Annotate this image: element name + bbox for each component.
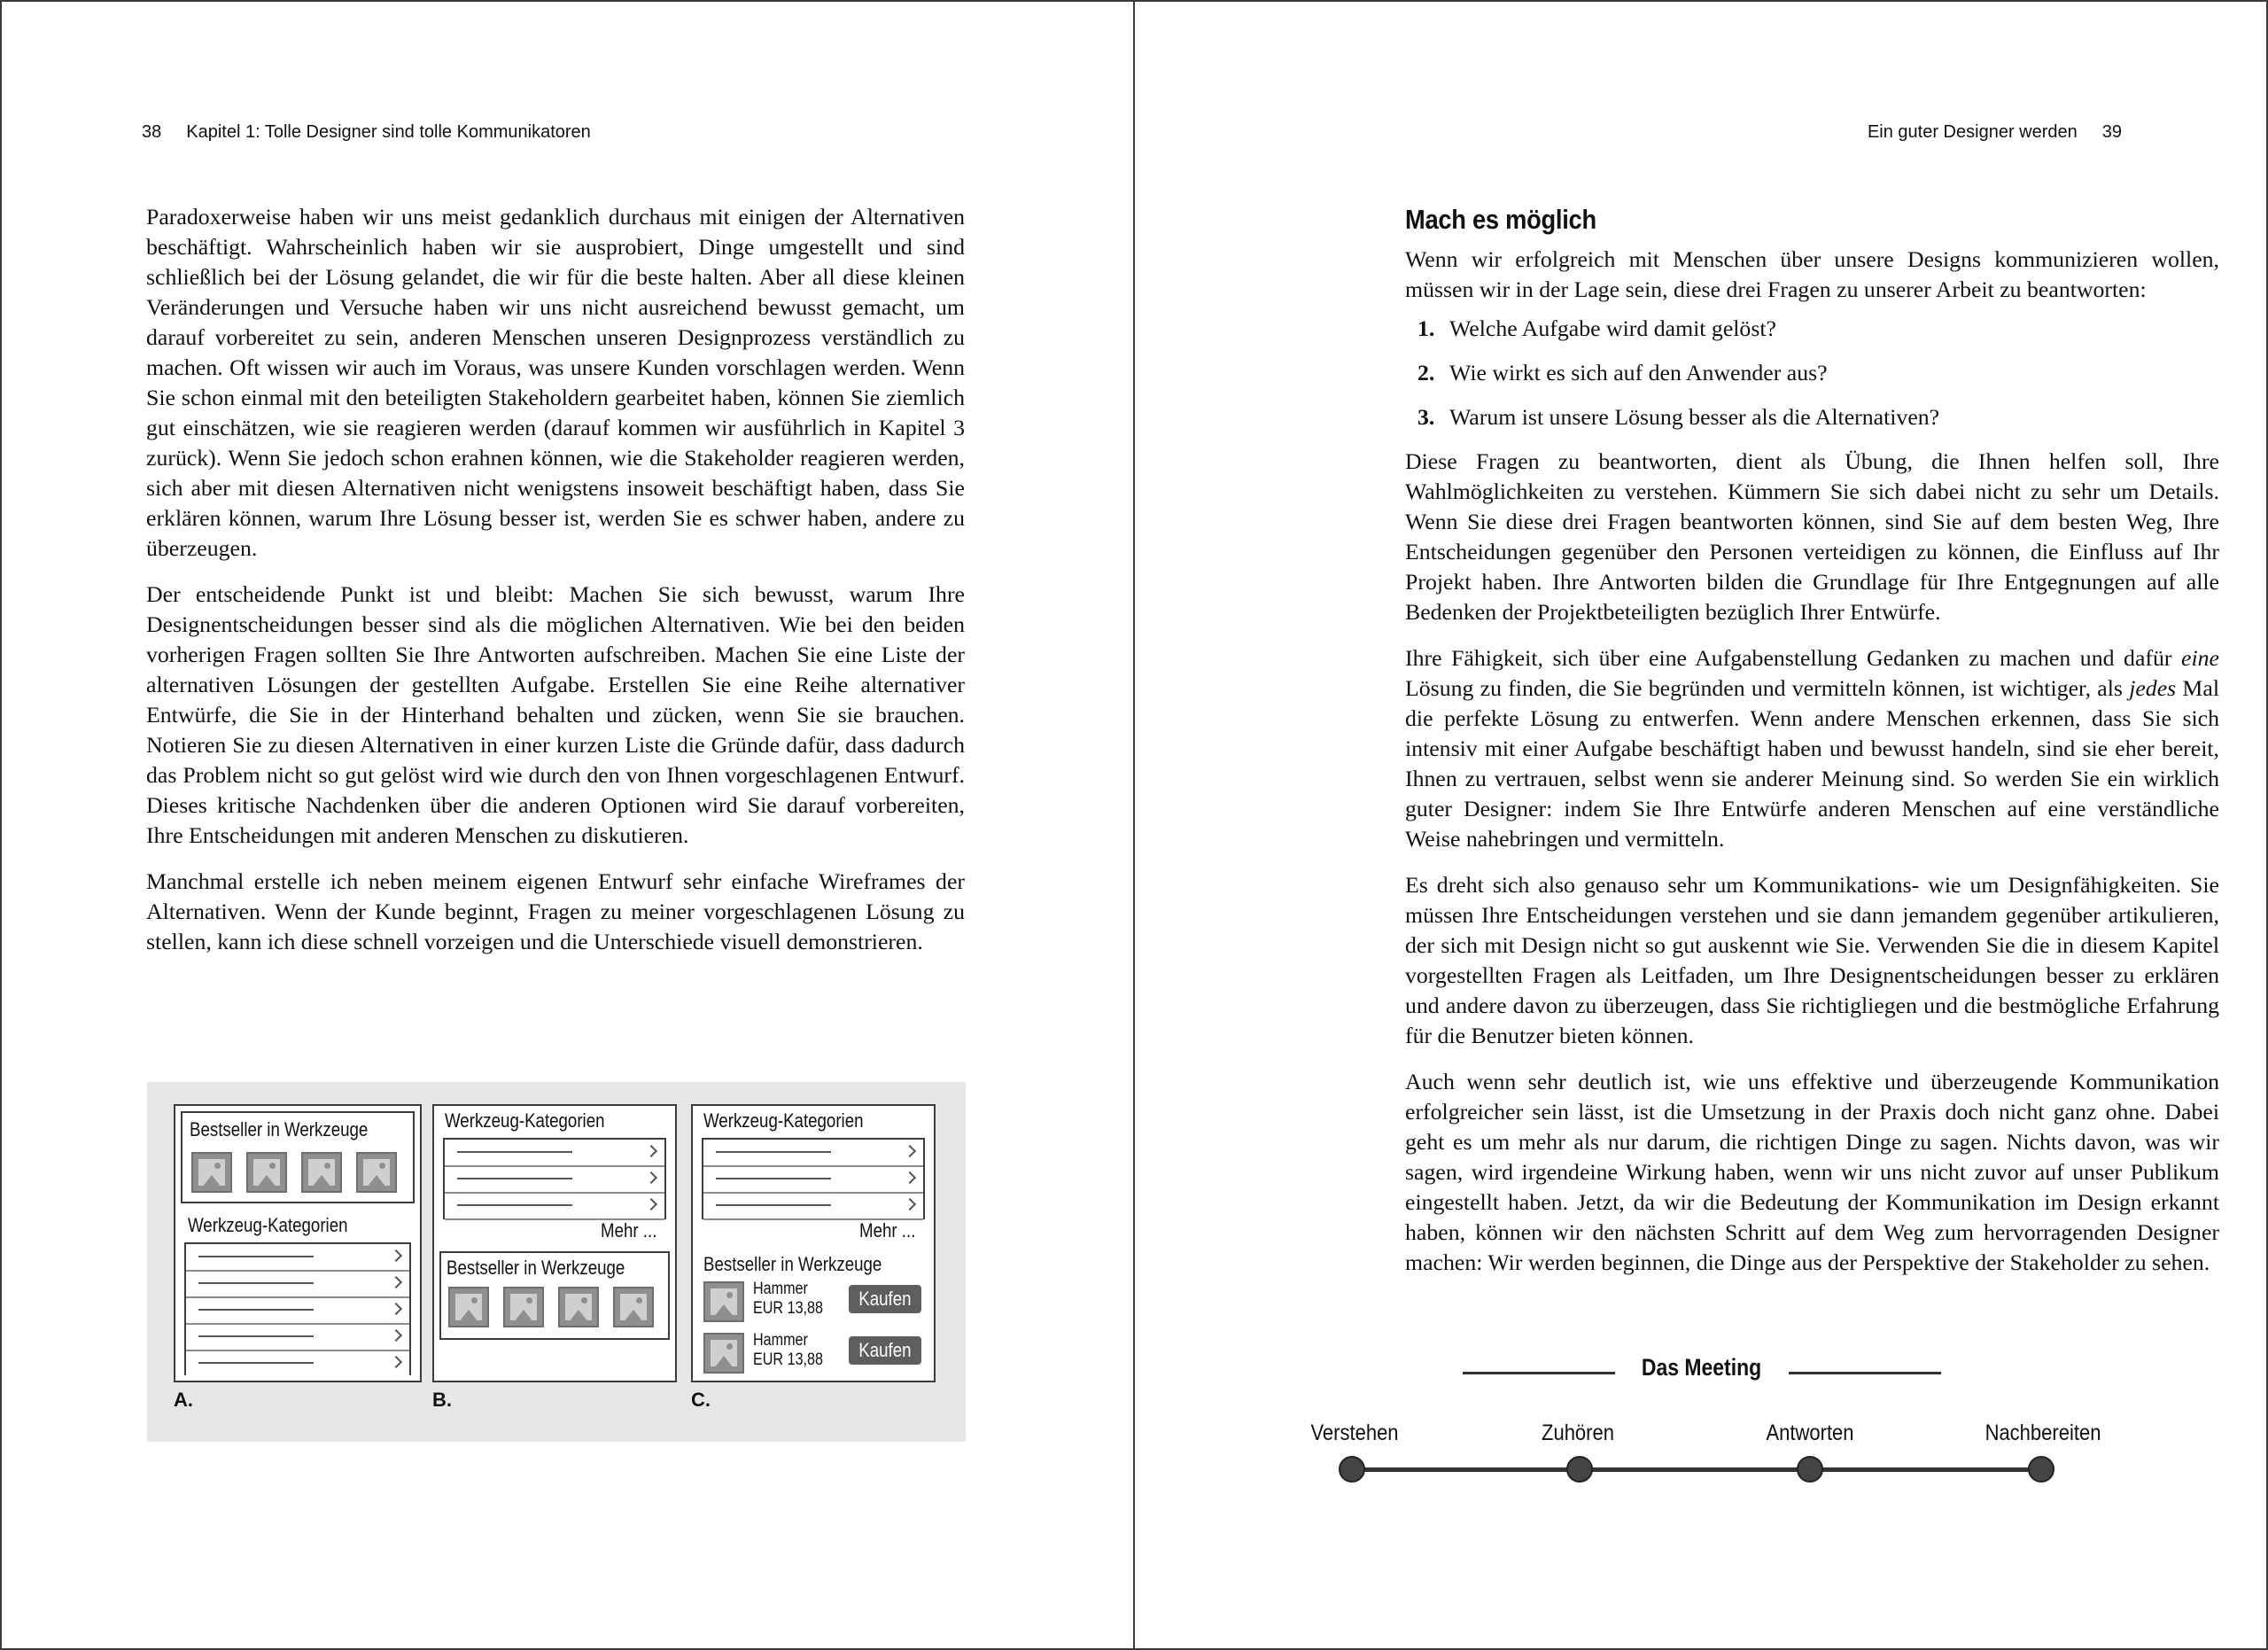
timeline-line: [1351, 1467, 2042, 1472]
bestseller-box: [439, 1251, 670, 1340]
image-placeholder-icon: [356, 1152, 397, 1193]
bestseller-box: [181, 1111, 415, 1203]
paragraph: Diese Fragen zu beantworten, dient als Übung, die Ihnen helfen soll, Ihre Wahlmöglichkeiten zu verstehen. Kümmern Sie sich dabei nicht zu sehr um Details. Wenn Sie diese drei Fragen beantworten können, sind Sie auf dem besten Weg, Ihre Entscheidungen gegenüber den Personen verteidigen zu können, die Einfluss auf Ihr Projekt haben. Ihre Antworten bilden die Grundlage für Ihre Entgegnungen auf alle Bedenken der Projektbeteiligten bezüglich Ihrer Entwürfe.: [1405, 448, 2219, 625]
left-body-text: [146, 202, 965, 973]
panel-label-b: B.: [432, 1389, 452, 1411]
right-running-head: [1868, 122, 2122, 143]
right-body-text: [1405, 202, 2219, 1294]
section-heading: Mach es möglich: [1405, 204, 1596, 235]
timeline-dot: [1566, 1456, 1593, 1483]
more-link: Mehr ...: [859, 1219, 916, 1241]
title-rule-left: [1463, 1372, 1615, 1374]
list-item: [1418, 358, 2219, 388]
text-run: Mal die perfekte Lösung zu entwerfen. Wenn andere Menschen erkennen, dass Sie sich intensiv mit einer Aufgabe beschäftigt haben und bewusst handeln, sind sie eher bereit, Ihnen zu vertrauen, selbst wenn sie anderer Meinung sind. So werden Sie ein wirklich guter Designer: indem Sie Ihre Entwürfe anderen Menschen auf eine verständliche Weise nahebringen und vermitteln.: [1405, 675, 2219, 852]
image-placeholder-icon: [246, 1152, 287, 1193]
wireframe-c: [691, 1104, 936, 1382]
paragraph: Der entscheidende Punkt ist und bleibt: Machen Sie sich bewusst, warum Ihre Designentscheidungen besser sind als die möglichen Alternativen. Wie bei den beiden vorherigen Fragen sollten Sie Ihre Antworten aufschreiben. Machen Sie eine Liste der alternativen Lösungen der gestellten Aufgabe. Erstellen Sie eine Reihe alternativer Entwürfe, die Sie in der Hinterhand behalten und zücken, wenn Sie sie brauchen. Notieren Sie zu diesen Alternativen in einer kurzen Liste die Gründe dafür, dass dadurch das Problem nicht so gut gelöst wird wie durch den von Ihnen vorgeschlagenen Entwurf. Dieses kritische Nachdenken über die anderen Optionen wird Sie darauf vorbereiten, Ihre Entscheidungen mit anderen Menschen zu diskutieren.: [146, 581, 965, 848]
meeting-title: [1613, 1354, 1790, 1381]
list-item: [445, 1193, 664, 1220]
right-header-title: Ein guter Designer werden: [1867, 122, 2078, 142]
chevron-right-icon: [390, 1276, 402, 1288]
buy-button: [849, 1336, 921, 1365]
categories-title: Werkzeug-Kategorien: [703, 1109, 864, 1132]
paragraph: Wenn wir erfolgreich mit Menschen über unsere Designs kommunizieren wollen, müssen wir in der Lage sein, diese drei Fragen zu unserer Arbeit zu beantworten:: [1405, 246, 2219, 302]
list-item: [186, 1350, 409, 1376]
left-header-title: Kapitel 1: Tolle Designer sind tolle Kommunikatoren: [186, 122, 591, 142]
right-page-number: 39: [2101, 122, 2122, 142]
image-placeholder-icon: [613, 1287, 654, 1327]
chevron-right-icon: [390, 1249, 402, 1262]
list-item: [1418, 402, 2219, 432]
image-placeholder-icon: [703, 1281, 744, 1322]
text-run: Lösung zu finden, die Sie begründen und vermitteln können, ist wichtiger, als: [1405, 675, 2130, 701]
image-placeholder-icon: [191, 1152, 232, 1193]
list-item: [1418, 314, 2219, 344]
image-placeholder-icon: [703, 1333, 744, 1374]
paragraph: Manchmal erstelle ich neben meinem eigenen Entwurf sehr einfache Wireframes der Alternativen. Wenn der Kunde beginnt, Fragen zu meiner vorgeschlagenen Lösung zu stellen, kann ich diese schnell vorzeigen und die Unterschiede visuell demonstrieren.: [146, 868, 965, 954]
chevron-right-icon: [904, 1198, 916, 1210]
paragraph: Auch wenn sehr deutlich ist, wie uns effektive und überzeugende Kommunikation erfolgreicher sein lässt, ist die Umsetzung in der Praxis doch nicht ganz ohne. Dabei geht es um mehr als nur darum, die richtigen Dinge zu sagen. Nichts davon, was wir sagen, wird irgendeine Wirkung haben, wenn wir uns nicht zuvor auf unser Publikum eingestellt haben. Jetzt, da wir die Bedeutung der Kommunikation im Design erkannt haben, können wir den nächsten Schritt auf dem Weg zum hervorragenden Designer machen: Wir werden beginnen, die Dinge aus der Perspektive der Stakeholder zu sehen.: [1405, 1069, 2219, 1275]
buy-button: [849, 1285, 921, 1313]
more-link: Mehr ...: [601, 1219, 657, 1241]
image-placeholder-icon: [448, 1287, 489, 1327]
step-label: Verstehen: [1310, 1420, 1399, 1445]
wireframe-b: [432, 1104, 677, 1382]
step-label: Nachbereiten: [1984, 1420, 2101, 1445]
list-item: [703, 1166, 923, 1194]
bestseller-title: Bestseller in Werkzeuge: [703, 1253, 882, 1275]
title-rule-right: [1789, 1372, 1941, 1374]
list-item: [186, 1271, 409, 1298]
chevron-right-icon: [390, 1329, 402, 1342]
product-info: [753, 1331, 823, 1370]
buy-button-label: Kaufen: [858, 1288, 912, 1310]
list-item: [445, 1140, 664, 1167]
product-name: Hammer: [753, 1280, 808, 1298]
paragraph: Paradoxerweise haben wir uns meist gedanklich durchaus mit einigen der Alternativen beschäftigt. Wahrscheinlich haben wir sie ausprobiert, Dinge umgestellt und sind schließlich bei der Lösung gelandet, die wir für die beste halten. Aber all diese kleinen Veränderungen und Versuche haben wir uns nicht ausreichend bewusst gemacht, um darauf vorbereitet zu sein, anderen Menschen unseren Designprozess verständlich zu machen. Oft wissen wir auch im Voraus, was unsere Kunden vorschlagen werden. Wenn Sie schon einmal mit den beteiligten Stakeholdern gearbeitet haben, können Sie ziemlich gut einschätzen, wie sie reagieren werden (darauf kommen wir ausführlich in Kapitel 3 zurück). Wenn Sie jedoch schon erahnen können, wie die Stakeholder reagieren werden, sich aber mit diesen Alternativen nicht wenigstens insoweit beschäftigt haben, dass Sie erklären können, warum Ihre Lösung besser ist, werden Sie es schwer haben, andere zu überzeugen.: [146, 204, 965, 561]
chevron-right-icon: [645, 1171, 657, 1184]
category-list: [702, 1138, 925, 1219]
list-item: [703, 1193, 923, 1220]
list-item: [445, 1166, 664, 1194]
left-page: [0, 0, 1133, 1650]
step-label: Antworten: [1766, 1420, 1854, 1445]
meeting-title-text: Das Meeting: [1642, 1354, 1762, 1381]
question-list: [1405, 314, 2219, 432]
chevron-right-icon: [645, 1198, 657, 1210]
question-text: Warum ist unsere Lösung besser als die Alternativen?: [1449, 404, 1940, 430]
panel-label-a: A.: [174, 1389, 193, 1411]
timeline-dot: [1797, 1456, 1823, 1483]
product-price: EUR 13,88: [753, 1299, 824, 1318]
product-name: Hammer: [753, 1331, 808, 1350]
image-placeholder-icon: [503, 1287, 544, 1327]
question-text: Wie wirkt es sich auf den Anwender aus?: [1449, 360, 1828, 385]
list-number: 3.: [1418, 404, 1435, 430]
paragraph: [1405, 643, 2219, 854]
right-page: [1135, 0, 2268, 1650]
timeline-dot: [2028, 1456, 2054, 1483]
image-placeholder-icon: [558, 1287, 599, 1327]
product-info: [753, 1280, 823, 1319]
question-text: Welche Aufgabe wird damit gelöst?: [1449, 315, 1776, 341]
chevron-right-icon: [645, 1145, 657, 1157]
wireframe-figure: [147, 1082, 966, 1442]
chevron-right-icon: [390, 1356, 402, 1368]
timeline-dot: [1339, 1456, 1365, 1483]
emphasis: jedes: [2129, 675, 2177, 701]
list-number: 2.: [1418, 360, 1435, 385]
text-run: Ihre Fähigkeit, sich über eine Aufgabenstellung Gedanken zu machen und dafür: [1405, 645, 2182, 671]
image-placeholder-icon: [301, 1152, 342, 1193]
chevron-right-icon: [904, 1145, 916, 1157]
category-list: [443, 1138, 666, 1219]
panel-label-c: C.: [691, 1389, 711, 1411]
list-item: [186, 1297, 409, 1325]
emphasis: eine: [2181, 645, 2219, 671]
product-price: EUR 13,88: [753, 1350, 824, 1369]
bestseller-title: Bestseller in Werkzeuge: [447, 1257, 625, 1279]
list-item: [186, 1244, 409, 1272]
wireframe-a: [174, 1104, 422, 1382]
list-item: [186, 1324, 409, 1351]
buy-button-label: Kaufen: [858, 1339, 912, 1361]
list-number: 1.: [1418, 315, 1435, 341]
list-item: [703, 1140, 923, 1167]
categories-title: Werkzeug-Kategorien: [445, 1109, 605, 1132]
paragraph: Es dreht sich also genauso sehr um Kommunikations- wie um Designfähigkeiten. Sie müssen Ihre Entscheidungen verstehen und sie dann jemandem gegenüber artikulieren, der sich mit Design nicht so gut auskennt wie Sie. Verwenden Sie die in diesem Kapitel vorgestellten Fragen als Leitfaden, um Ihre Designentscheidungen besser zu erklären und andere davon zu überzeugen, dass Sie richtigliegen und die bestmögliche Erfahrung für die Benutzer bieten können.: [1405, 872, 2219, 1048]
chevron-right-icon: [390, 1303, 402, 1315]
step-label: Zuhören: [1542, 1420, 1614, 1445]
bestseller-title: Bestseller in Werkzeuge: [190, 1118, 369, 1140]
categories-title: Werkzeug-Kategorien: [188, 1214, 348, 1236]
left-running-head: [142, 122, 591, 143]
left-page-number: 38: [142, 122, 162, 142]
chevron-right-icon: [904, 1171, 916, 1184]
category-list: [184, 1242, 411, 1375]
